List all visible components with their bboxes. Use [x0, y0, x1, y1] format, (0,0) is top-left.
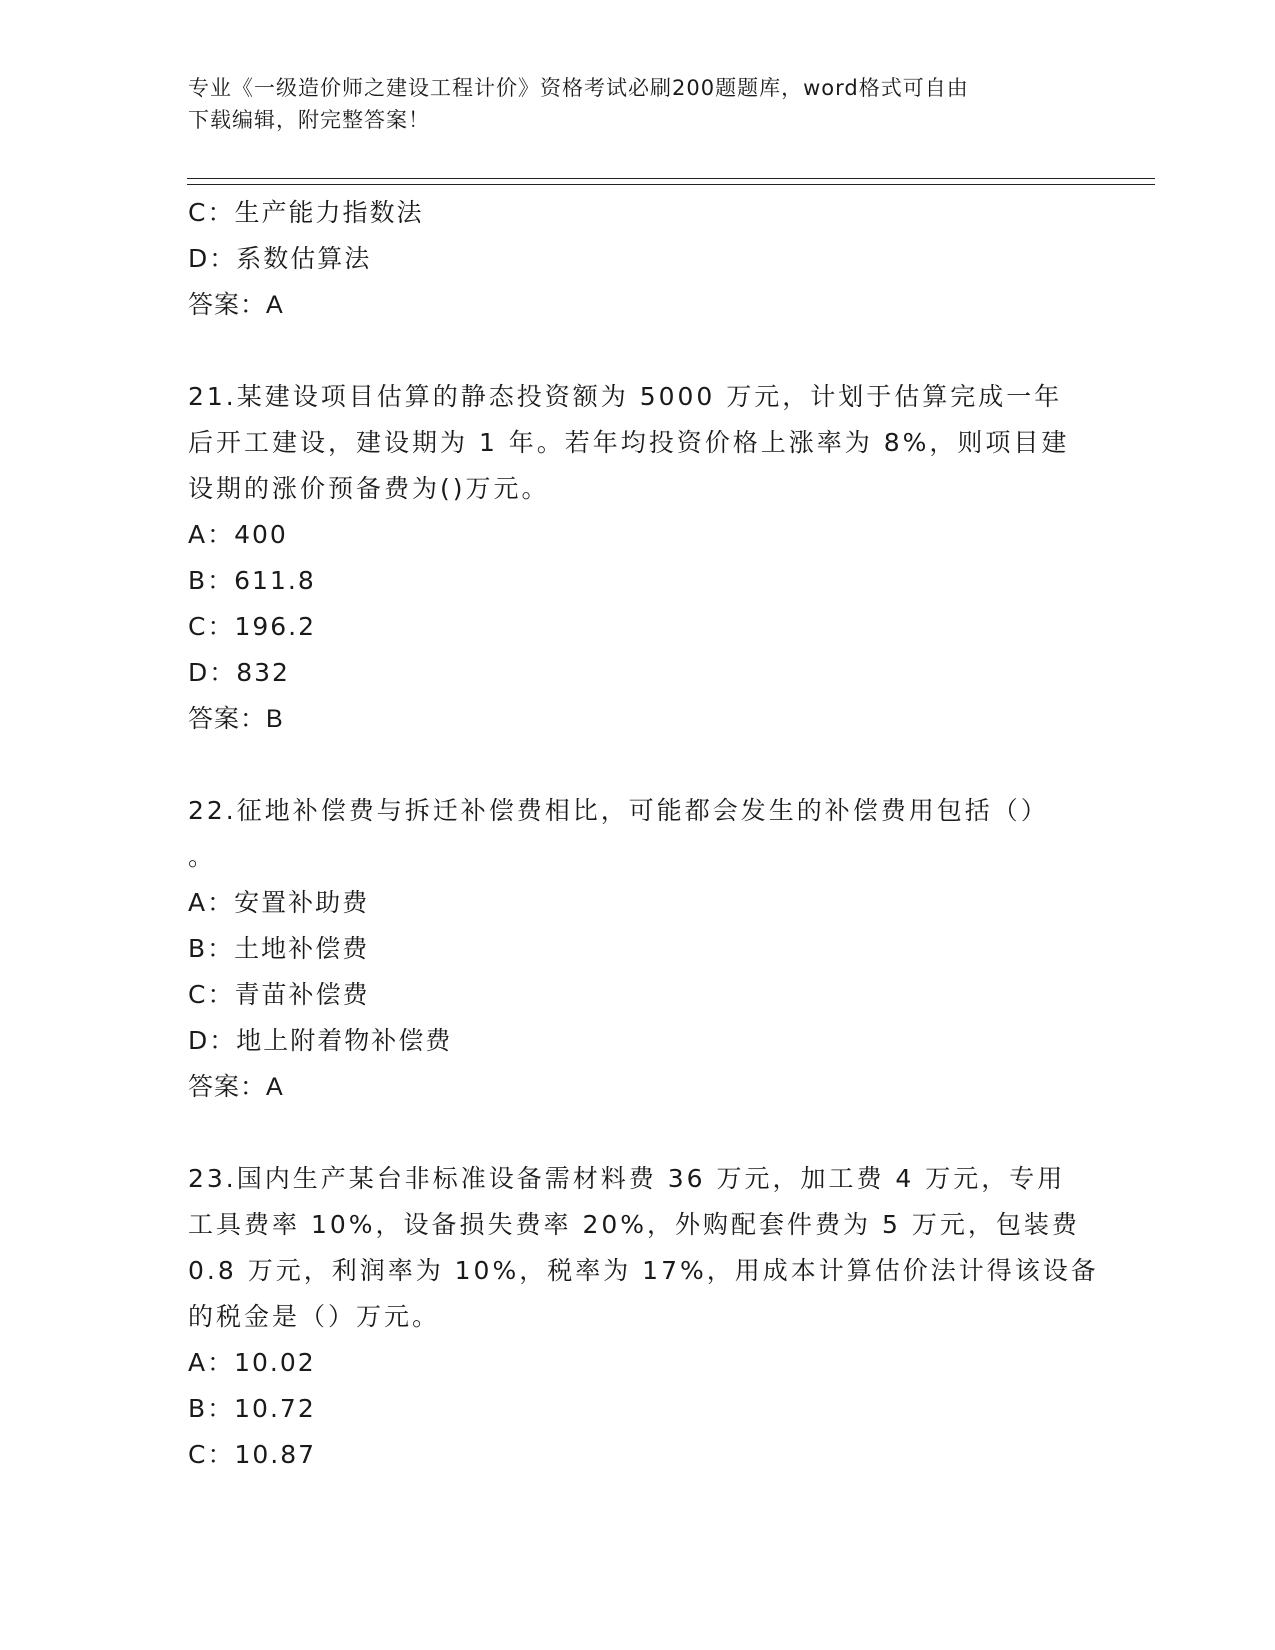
question-list	[188, 190, 1099, 1478]
q23-stem-line: 的税金是（）万元。	[188, 1302, 441, 1331]
q22-stem-line: 22.征地补偿费与拆迁补偿费相比，可能都会发生的补偿费用包括（）	[188, 796, 1049, 825]
q23-option-a: A：10.02	[188, 1348, 316, 1377]
q23-stem-line: 0.8 万元，利润率为 10%，税率为 17%，用成本计算估价法计得该设备	[188, 1256, 1099, 1285]
q22-option-c: C：青苗补偿费	[188, 980, 370, 1009]
q22-option-d: D：地上附着物补偿费	[188, 1026, 453, 1055]
q23-stem-line: 23.国内生产某台非标准设备需材料费 36 万元，加工费 4 万元，专用	[188, 1164, 1066, 1193]
q21-stem-line: 后开工建设，建设期为 1 年。若年均投资价格上涨率为 8%，则项目建	[188, 428, 1070, 457]
q22-stem	[188, 788, 1068, 880]
spacer	[188, 1110, 1068, 1156]
q22-answer: 答案：A	[188, 1073, 284, 1101]
header-line-2: 下载编辑，附完整答案！	[188, 108, 430, 132]
spacer	[188, 742, 1068, 788]
q20-answer: 答案：A	[188, 291, 284, 319]
document-header	[188, 72, 1088, 136]
q20-option-c: C：生产能力指数法	[188, 198, 424, 227]
q23-stem-line: 工具费率 10%，设备损失费率 20%，外购配套件费为 5 万元，包装费	[188, 1210, 1080, 1239]
q21-stem-line: 设期的涨价预备费为()万元。	[188, 474, 550, 503]
q20-option-d: D：系数估算法	[188, 244, 372, 273]
q23-option-b: B：10.72	[188, 1394, 316, 1423]
header-divider-bottom	[187, 184, 1155, 185]
q21-stem	[188, 374, 1068, 512]
q21-option-c: C：196.2	[188, 612, 317, 641]
q22-stem-line: 。	[188, 842, 217, 871]
q21-answer: 答案：B	[188, 705, 284, 733]
q23-stem	[188, 1156, 1099, 1340]
q21-option-a: A：400	[188, 520, 288, 549]
header-line-1: 专业《一级造价师之建设工程计价》资格考试必刷200题题库，word格式可自由	[188, 76, 969, 100]
q21-option-d: D：832	[188, 658, 290, 687]
q22-option-b: B：土地补偿费	[188, 934, 370, 963]
q21-option-b: B：611.8	[188, 566, 316, 595]
header-divider-top	[187, 178, 1155, 179]
q22-option-a: A：安置补助费	[188, 888, 370, 917]
q21-stem-line: 21.某建设项目估算的静态投资额为 5000 万元，计划于估算完成一年	[188, 382, 1063, 411]
q23-option-c: C：10.87	[188, 1440, 317, 1469]
spacer	[188, 328, 1068, 374]
